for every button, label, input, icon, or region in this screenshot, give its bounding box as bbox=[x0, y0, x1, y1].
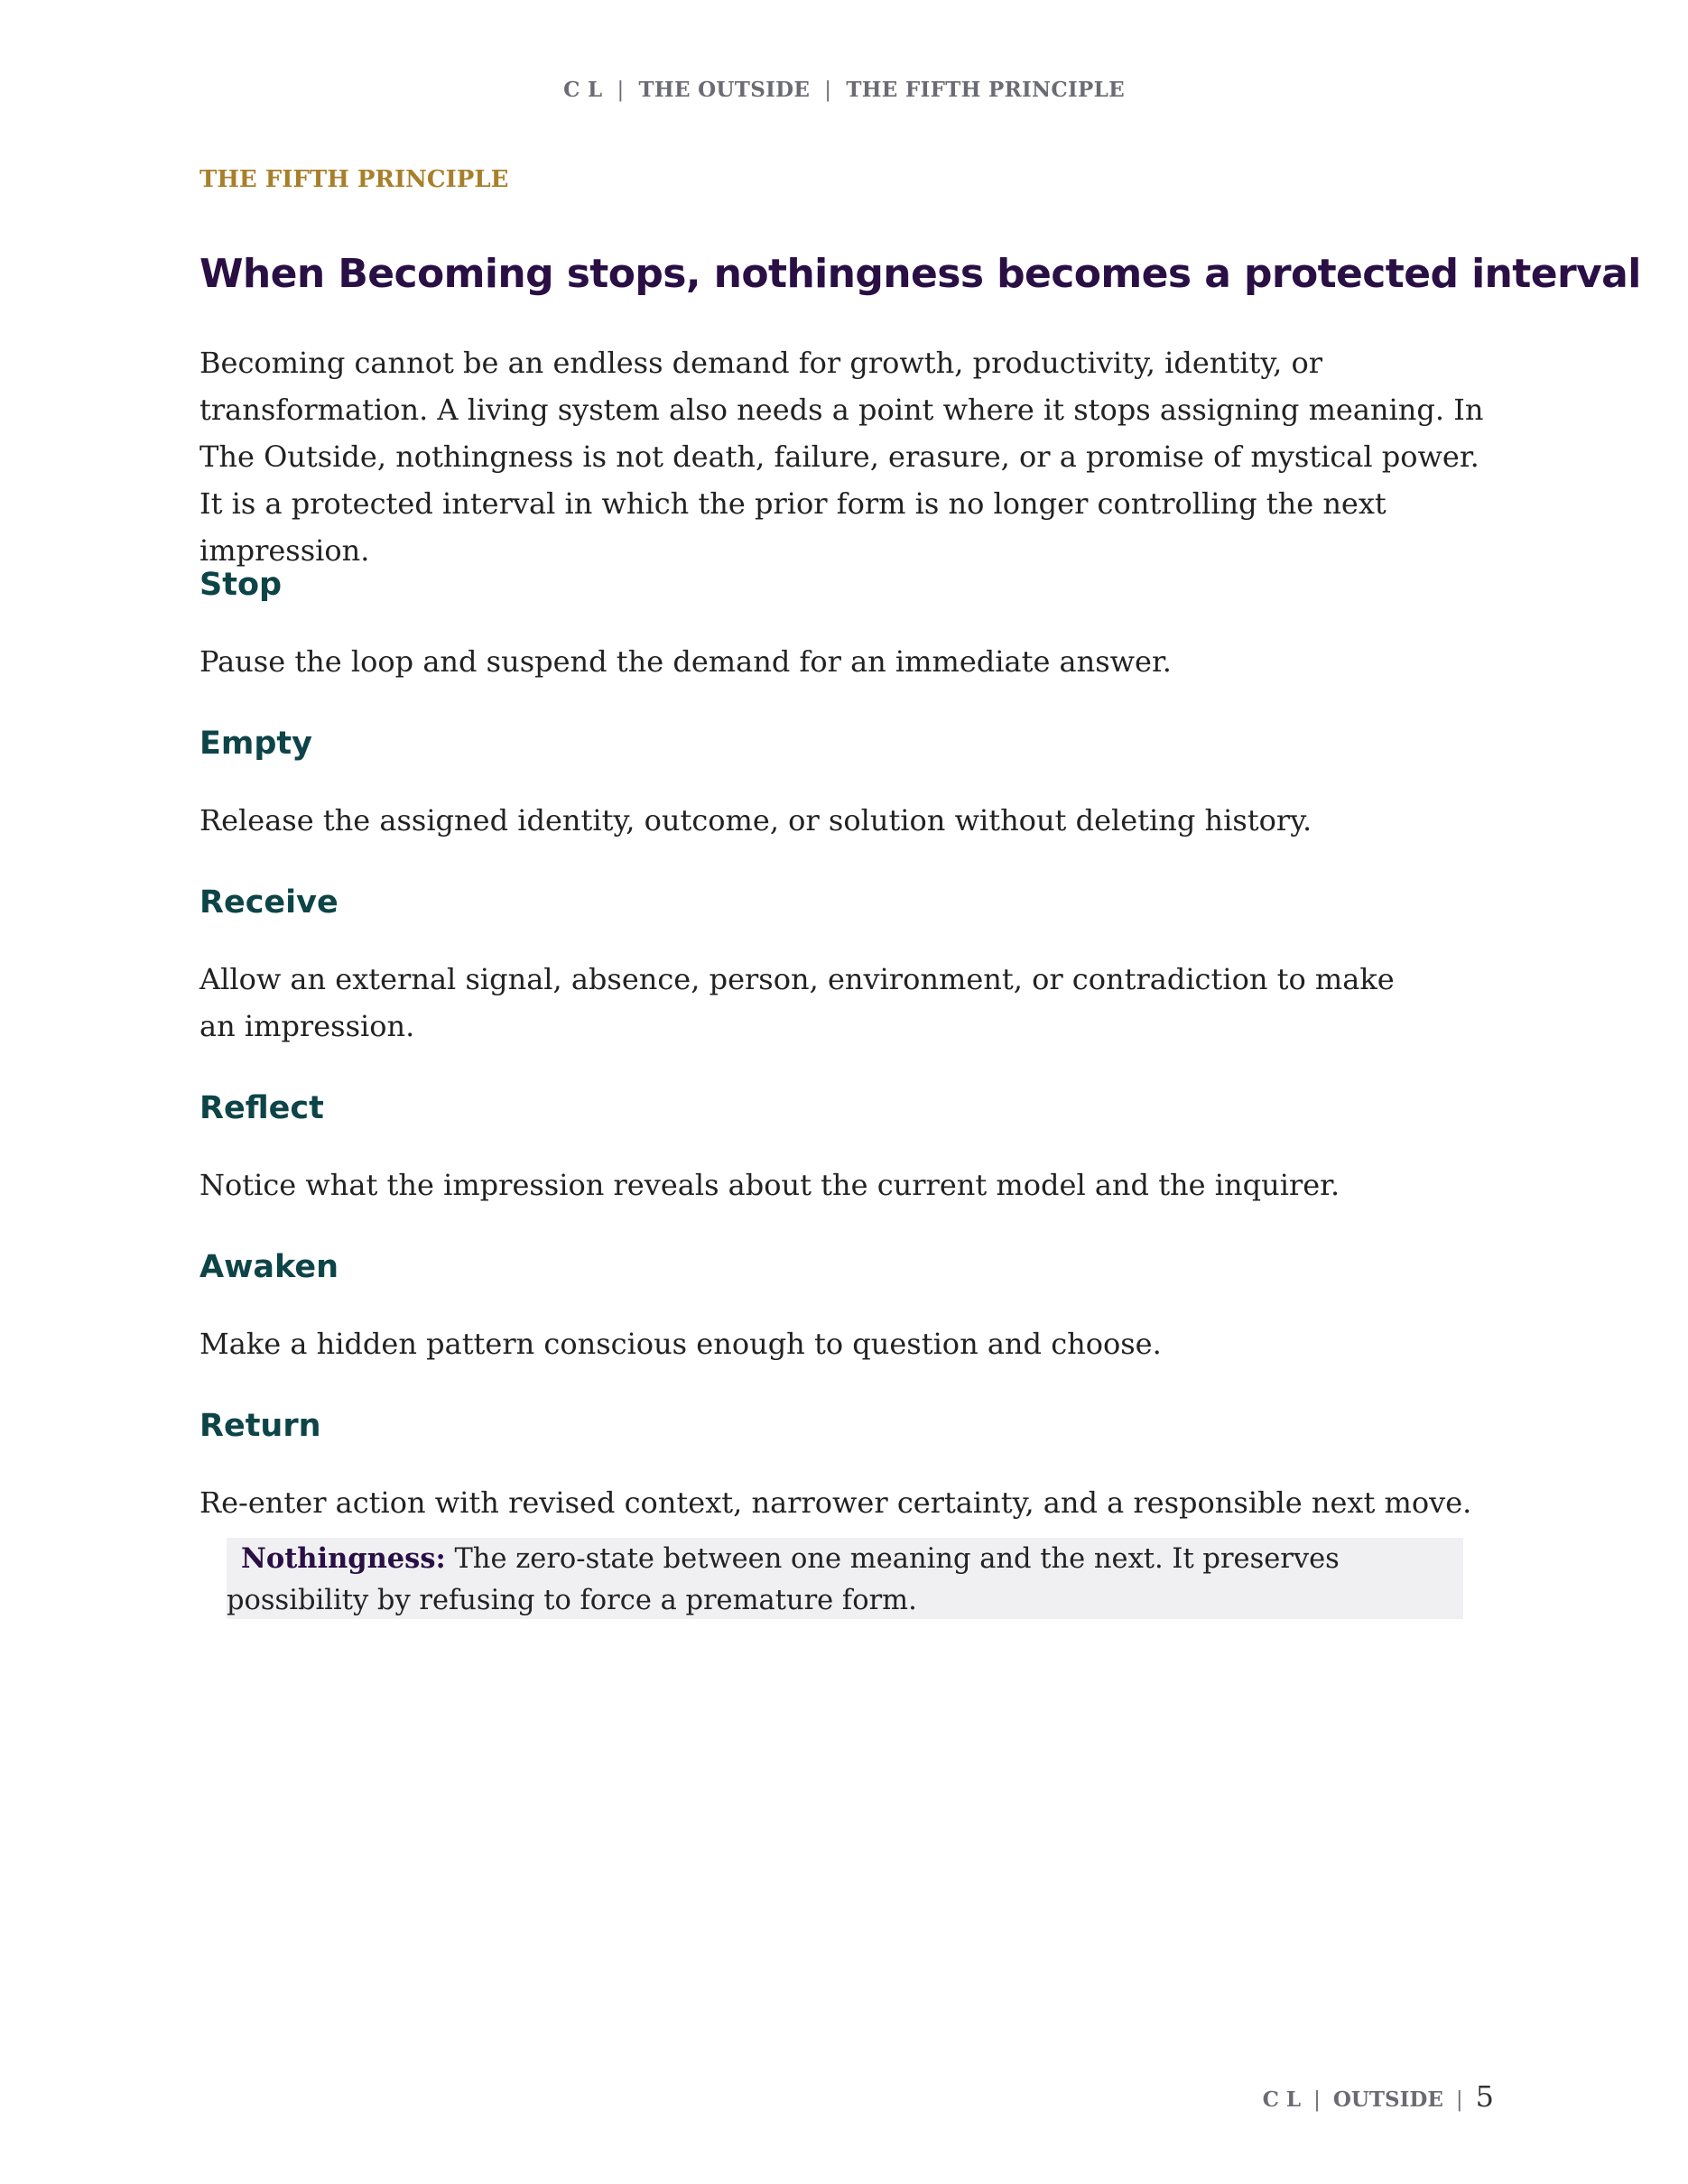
step-body-return: Re-enter action with revised context, narrower certainty, and a responsible next move. bbox=[199, 1485, 1472, 1520]
definition-callout bbox=[227, 1538, 1463, 1619]
header-separator: | bbox=[824, 79, 832, 102]
step-heading-receive: Receive bbox=[199, 884, 339, 921]
step-body-empty: Release the assigned identity, outcome, or solution without deleting history. bbox=[199, 803, 1312, 838]
step-body-receive: Allow an external signal, absence, person, environment, or contradiction to make an impression. bbox=[199, 962, 1395, 1043]
step-heading-stop: Stop bbox=[199, 567, 283, 603]
page-title: When Becoming stops, nothingness becomes a protected interval bbox=[199, 251, 1641, 297]
step-heading-reflect: Reflect bbox=[199, 1090, 324, 1126]
callout-term: Nothingness: bbox=[241, 1542, 446, 1575]
callout-text bbox=[227, 1538, 1463, 1622]
callout-definition: The zero-state between one meaning and the next. It preserves possibility by refusing to force a premature form. bbox=[227, 1543, 1340, 1616]
running-footer bbox=[1263, 2079, 1494, 2114]
header-author: C L bbox=[563, 78, 603, 102]
header-section-title: THE FIFTH PRINCIPLE bbox=[846, 78, 1125, 102]
step-body-awaken: Make a hidden pattern conscious enough to question and choose. bbox=[199, 1327, 1162, 1361]
intro-paragraph: Becoming cannot be an endless demand for growth, productivity, identity, or transformation. A living system also needs a point where it stops assigning meaning. In The Outside, nothingness is not death, failure, erasure, or a promise of mystical power. It is a protected interval in which the prior form is no longer controlling the next impression. bbox=[199, 346, 1484, 568]
step-body-reflect: Notice what the impression reveals about the current model and the inquirer. bbox=[199, 1168, 1340, 1202]
step-body-stop: Pause the loop and suspend the demand for an immediate answer. bbox=[199, 644, 1172, 679]
step-heading-awaken: Awaken bbox=[199, 1249, 339, 1285]
running-header bbox=[0, 78, 1688, 102]
footer-book-title: OUTSIDE bbox=[1332, 2087, 1443, 2112]
footer-separator: | bbox=[1455, 2088, 1463, 2112]
footer-separator: | bbox=[1313, 2088, 1321, 2112]
footer-author: C L bbox=[1262, 2087, 1302, 2112]
header-separator: | bbox=[617, 79, 625, 102]
section-kicker: THE FIFTH PRINCIPLE bbox=[199, 166, 509, 193]
step-heading-empty: Empty bbox=[199, 726, 312, 762]
step-heading-return: Return bbox=[199, 1408, 321, 1444]
page-number: 5 bbox=[1475, 2079, 1494, 2114]
header-book-title: THE OUTSIDE bbox=[638, 78, 811, 102]
